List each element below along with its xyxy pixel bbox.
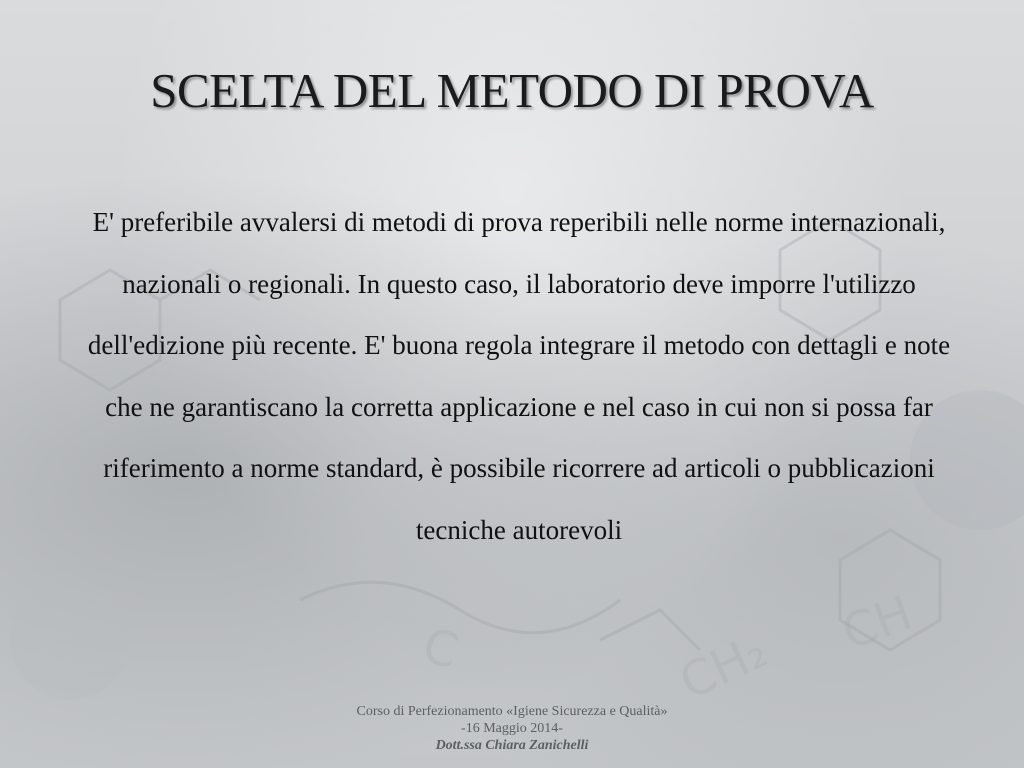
svg-text:CH₂: CH₂ <box>671 622 776 711</box>
slide-body-text: E' preferibile avvalersi di metodi di prova reperibili nelle norme internazionali, nazionali o regionali. In questo caso, il laboratorio deve imporre l'utilizzo dell'edizione più recente. E' buona regola integrare il metodo con dettagli e note che ne garantiscano la corretta applicazione e nel caso in cui non si possa far riferimento a norme standard, è possibile ricorrere ad articoli o pubblicazioni tecniche autorevoli <box>87 207 951 545</box>
slide-title: SCELTA DEL METODO DI PROVA <box>150 63 874 118</box>
footer-date: -16 Maggio 2014- <box>461 721 563 736</box>
footer-course: Corso di Perfezionamento «Igiene Sicurezza e Qualità» <box>356 704 668 719</box>
svg-text:CH: CH <box>834 584 920 662</box>
svg-text:C: C <box>416 617 464 681</box>
footer-author: Dott.ssa Chiara Zanichelli <box>435 738 589 753</box>
slide-footer <box>262 703 762 754</box>
